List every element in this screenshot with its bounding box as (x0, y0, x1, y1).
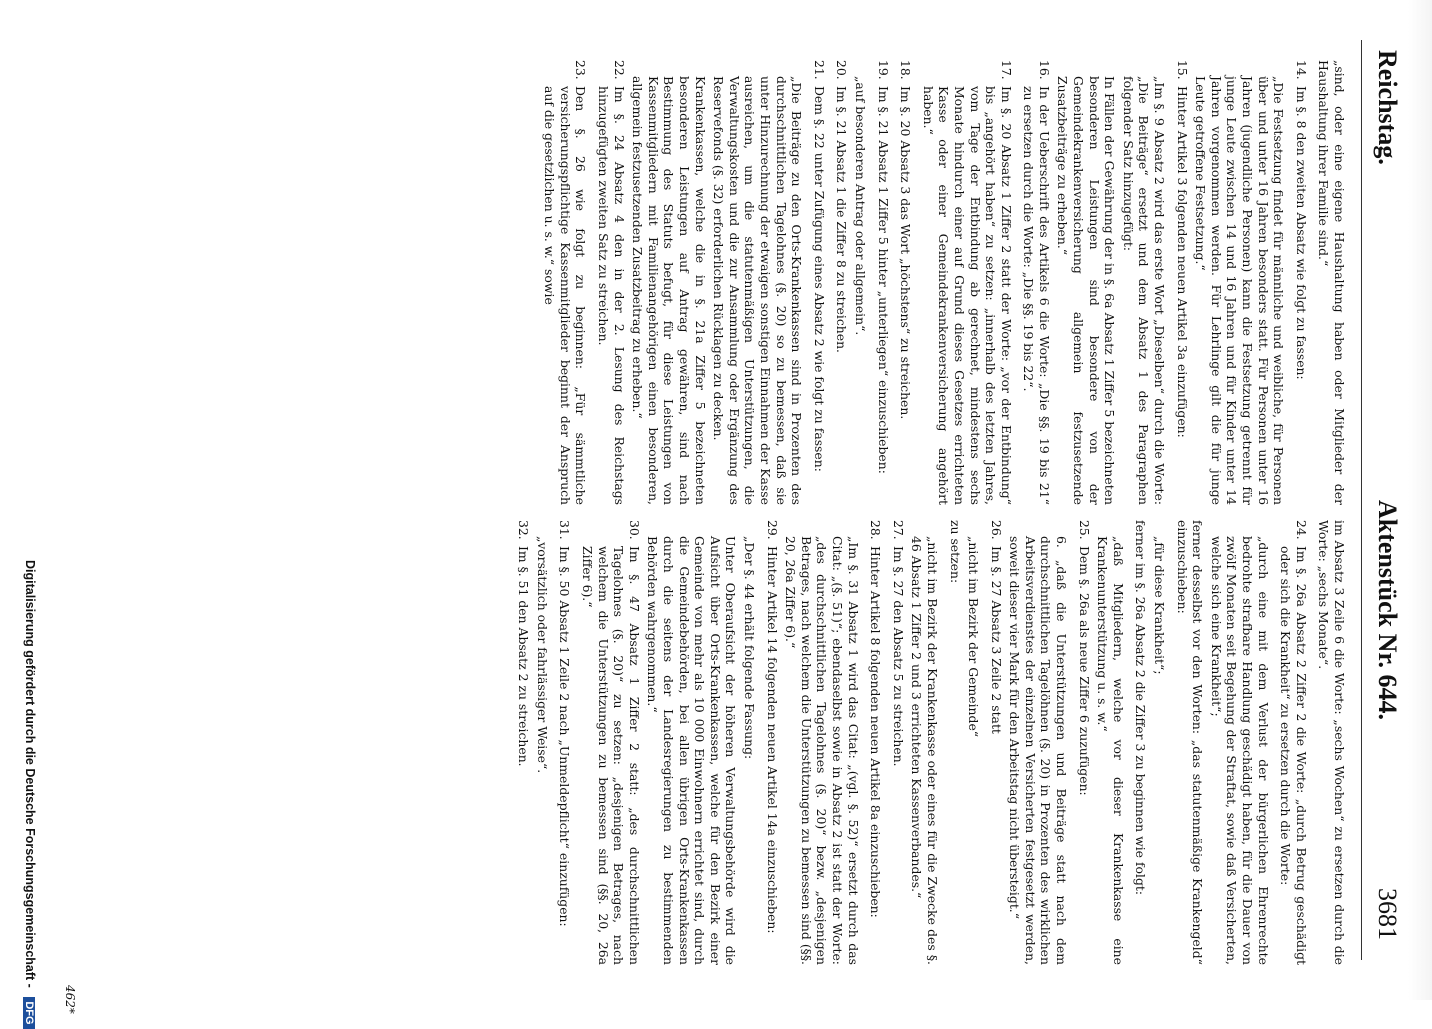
continuation-text: im Absatz 3 Zeile 6 die Worte: „sechs Wochen“ zu ersetzen durch die Worte: „sechs Monate“. (1316, 520, 1347, 965)
item-text: Im §. 21 Absatz 1 die Ziffer 8 zu streichen. (834, 86, 850, 353)
item-number: 18. (898, 60, 914, 80)
numbered-item (1076, 520, 1092, 965)
quoted-text: Krankenkassen, welche die in §. 21a Ziffer 5 bezeichneten besonderen Leistungen auf Antrag gewähren, sind nach Bestimmung des Statuts befugt, für diese Leistungen von Kassenmitgliedern mit Familienangehörigen einen besonderen, allgemein festzusetzenden Zusatzbeitrag zu erheben.“ (630, 76, 708, 505)
header-rule (1361, 40, 1362, 960)
scan-edge (1408, 0, 1432, 1000)
item-text: Hinter Artikel 8 folgenden neuen Artikel 8a einzuschieben: (868, 546, 884, 918)
item-text: Im §. 8 den zweiten Absatz wie folgt zu fassen: (1293, 86, 1309, 380)
quoted-text: „durch eine mit dem Verlust der bürgerlichen Ehrenrechte bedrohte strafbare Handlung geschädigt haben, für die Dauer von zwölf Monaten seit Begehung der Straftat, sowie daß Versicherten, welche sich eine Krankheit“; (1208, 536, 1271, 965)
item-text: Im §. 27 den Absatz 5 zu streichen. (890, 546, 906, 767)
item-number: 15. (1174, 60, 1190, 80)
numbered-item (1293, 60, 1309, 505)
numbered-item (516, 520, 532, 965)
digitization-credit (15, 560, 37, 1025)
numbered-item (875, 60, 891, 505)
item-text: Im §. 20 Absatz 1 Ziffer 2 statt der Worte: „vor der Entbindung“ bis „angehört haben“ zu setzen: „innerhalb des letzten Jahres, vom Tage der Entbindung ab gerechnet, mindestens sechs Monate hindurch einer auf Grund dieses Gesetzes errichteten Kasse oder einer Gemeindekrankenversicherung angehört haben.“ (920, 86, 1014, 505)
numbered-item (834, 60, 850, 505)
item-number: 27. (890, 520, 906, 540)
numbered-item (1021, 60, 1052, 505)
item-text: Dem §. 22 unter Zufügung eines Absatz 2 wie folgt zu fassen: (811, 86, 827, 472)
numbered-item (890, 520, 906, 965)
quoted-text: „für diese Krankheit“; (1152, 536, 1168, 675)
numbered-item (1278, 520, 1309, 965)
header-document-number: Aktenstück Nr. 644. (1373, 500, 1402, 721)
item-text: Dem §. 26a als neue Ziffer 6 zuzufügen: (1076, 546, 1092, 796)
numbered-item (811, 60, 827, 505)
item-number: 30. (626, 520, 642, 540)
item-number: 17. (998, 60, 1014, 80)
numbered-item (898, 60, 914, 505)
numbered-item (542, 60, 589, 505)
signature-mark: 462* (63, 985, 77, 1014)
left-column (97, 60, 1347, 505)
item-text: Im §. 20 Absatz 3 das Wort „höchstens“ zu streichen. (898, 86, 914, 420)
item-number: 22. (611, 60, 627, 80)
numbered-item (920, 60, 1014, 505)
quoted-text: Unter Oberaufsicht der höheren Verwaltungsbehörde wird die Aufsicht über Orts-Krankenkassen, welche für den Bezirk einer Gemeinde von mehr als 10 000 Einwohnern errichtet sind, durch die Gemeindebehörden, bei allen übrigen Orts-Krankenkassen durch die seitens der Landesregierungen zu bestimmenden Behörden wahrgenommen.“ (645, 536, 739, 965)
quoted-text: „Der §. 44 erhält folgende Fassung: (742, 536, 757, 760)
item-text: Im §. 21 Absatz 1 Ziffer 5 hinter „unterliegen“ einzuschieben: (875, 86, 891, 474)
quoted-text: „daß Mitgliedern, welche vor dieser Krankenkasse eine Krankenunterstützung u. s. w.“ (1095, 536, 1126, 965)
item-number: 23. (573, 60, 589, 80)
item-number: 24. (1293, 520, 1309, 540)
quoted-text: „nicht im Bezirk der Krankenkasse oder eines für die Zwecke des §. 46 Absatz 1 Ziffer 2 und 3 errichteten Kassenverbandes.“ (909, 536, 940, 965)
numbered-item (595, 60, 626, 505)
item-number: 21. (811, 60, 827, 80)
item-number: 29. (764, 520, 780, 540)
continuation-text: „sind, oder eine eigene Haushaltung haben oder Mitglieder der Haushaltung ihrer Familie sind.“ (1316, 60, 1347, 505)
right-column (97, 520, 1347, 965)
item-text: Hinter Artikel 3 folgenden neuen Artikel 3a einzufügen: (1174, 86, 1190, 438)
item-text: Im §. 26a Absatz 2 Ziffer 2 die Worte: „durch Betrug geschädigt oder sich die Krankheit“ zu ersetzen durch die Worte: (1278, 546, 1309, 965)
quoted-text: 6. „daß die Unterstützungen und Beiträge statt nach dem durchschnittlichen Tagelöhnen (§. 20) in Prozenten des wirklichen Arbeitsverdienstes der einzelnen Versicherten festgesetzt werden, soweit dieser vier Mark für den Arbeitstag nicht übersteigt.“ (1007, 536, 1070, 965)
item-text: Hinter Artikel 14 folgenden neuen Artikel 14a einzuschieben: (764, 546, 780, 934)
numbered-item (988, 520, 1004, 965)
page-header (1362, 40, 1402, 960)
item-text: Im §. 27 Absatz 3 Zeile 2 statt (988, 546, 1004, 734)
numbered-item (579, 520, 641, 965)
quoted-text: „vorsätzlich oder fahrlässiger Weise“. (534, 536, 550, 774)
numbered-item (557, 520, 573, 965)
continuation-text: ferner im §. 26a Absatz 2 die Ziffer 3 zu beginnen wie folgt: (1133, 520, 1149, 896)
item-text: Im §. 50 Absatz 1 Zeile 2 nach „Unmeldepflicht“ einzufügen: (557, 546, 573, 927)
item-number: 25. (1076, 520, 1092, 540)
item-number: 31. (557, 520, 573, 540)
dfg-logo: DFG (23, 997, 35, 1028)
item-number: 26. (988, 520, 1004, 540)
item-text: Im §. 51 den Absatz 2 zu streichen. (516, 546, 532, 767)
item-text: In der Ueberschrift des Artikels 6 die Worte: „Die §§. 19 bis 21“ zu ersetzen durch die Worte: „Die §§. 19 bis 22“. (1021, 86, 1052, 505)
digitization-credit-text: Digitalisierung gefördert durch die Deutsche Forschungsgemeinschaft - (23, 560, 37, 988)
item-number: 32. (516, 520, 532, 540)
quoted-text: „Die Beiträge zu den Orts-Krankenkassen sind in Prozenten des durchschnittlichen Tagelohnes (§. 20) so zu bemessen, daß sie unter Hinzurechnung der etwaigen sonstigen Einnahmen der Kasse ausreichen, um die statutenmäßigen Unterstützungen, die Verwaltungskosten und die zur Ansammlung oder Ergänzung des Reservefonds (§. 32) erforderlichen Rücklagen zu decken. (711, 76, 805, 505)
continuation-text: zu setzen: (947, 520, 963, 584)
quoted-text: In Fällen der Gewährung der in §. 6a Absatz 1 Ziffer 5 bezeichneten besonderen Leistungen sind besondere von der Gemeindekrankenversicherung allgemein festzusetzende Zusatzbeiträge zu erheben.“ (1055, 76, 1118, 505)
item-number: 28. (868, 520, 884, 540)
quoted-text: „Die Festsetzung findet für männliche und weibliche, für Personen über und unter 16 Jahren besonders statt. Für Personen unter 16 Jahren (jugendliche Personen) kann die Festsetzung getrennt für junge Leute zwischen 14 und 16 Jahren und für Kinder unter 14 Jahren vorgenommen werden. Für Lehrlinge gilt die für junge Leute getroffene Festsetzung.“ (1193, 76, 1287, 505)
quoted-text: „nicht im Bezirk der Gemeinde“ (966, 536, 982, 738)
quoted-text: „auf besonderen Antrag oder allgemein“. (852, 76, 868, 336)
numbered-item (1174, 60, 1190, 505)
item-number: 20. (834, 60, 850, 80)
item-number: 16. (1036, 60, 1052, 80)
page-number: 3681 (1373, 888, 1402, 940)
item-text: Den §. 26 wie folgt zu beginnen: „Für sämmtliche versicherungspflichtige Kassenmitglieder beginnt der Anspruch auf die gesetzlichen u. s. w.“ sowie (542, 86, 589, 505)
quoted-text: „Im §. 9 Absatz 2 wird das erste Wort „Dieselben“ durch die Worte: „Die Beiträge“ ersetzt und dem Absatz 1 des Paragraphen folgender Satz hinzugefügt: (1120, 76, 1168, 505)
quoted-text: „Im §. 31 Absatz 1 wird das Citat: „(vgl. §. 52)“ ersetzt durch das Citat: „(§. 51)“; ebendaselbst sowie in Absatz 2 ist statt der Worte: „des durchschnittlichen Tagelohnes (§. 20)“ bezw. „desjenigen Betrages, nach welchem die Unterstützungen zu bemessen sind (§§. 20, 26a Ziffer 6).“ (783, 536, 861, 965)
header-reichstag: Reichstag. (1373, 50, 1402, 165)
continuation-text: ferner desselbst vor den Worten: „das statutenmäßige Krankengeld“ einzuschieben: (1174, 520, 1206, 965)
numbered-item (764, 520, 780, 965)
item-number: 14. (1293, 60, 1309, 80)
item-number: 19. (875, 60, 891, 80)
numbered-item (868, 520, 884, 965)
item-text: Im §. 47 Absatz 1 Ziffer 2 statt: „des durchschnittlichen Tagelohnes (§. 20)“ zu setzen: „desjenigen Betrages, nach welchem die Unterstützungen zu bemessen sind (§§. 20, 26a Ziffer 6).“ (580, 546, 642, 965)
item-text: Im §. 24 Absatz 4 den in der 2. Lesung des Reichstags hinzugefügten zweiten Satz zu streichen. (596, 86, 627, 505)
